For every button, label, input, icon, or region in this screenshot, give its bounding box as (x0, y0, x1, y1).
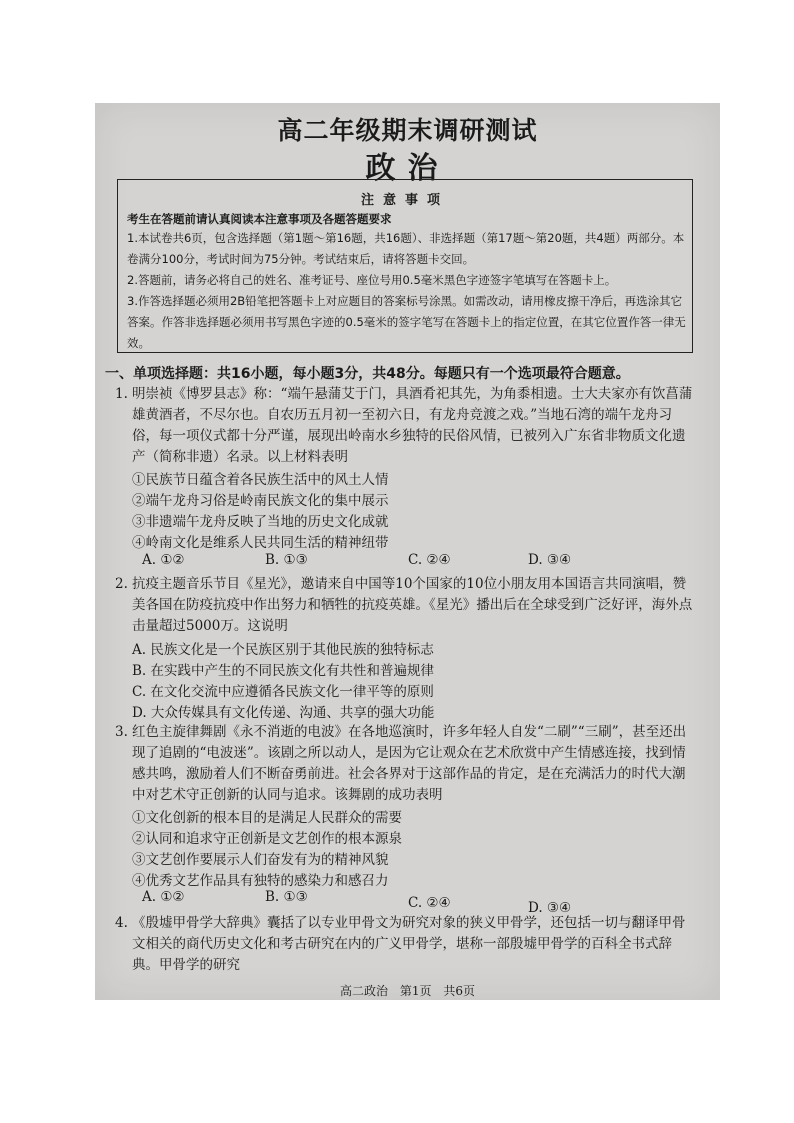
q1-statement-2: ②端午龙舟习俗是岭南民族文化的集中展示 (132, 493, 389, 509)
q3-answer-b: B. ①③ (265, 889, 308, 905)
question-4 (115, 913, 693, 976)
q1-statement-4: ④岭南文化是维系人民共同生活的精神纽带 (132, 535, 389, 551)
q3-statement-4: ④优秀文艺作品具有独特的感染力和感召力 (132, 873, 389, 889)
question-number: 4. (115, 915, 128, 931)
question-1 (115, 384, 693, 468)
question-2 (115, 574, 693, 637)
q3-statement-3: ③文艺创作要展示人们奋发有为的精神风貌 (132, 852, 389, 868)
question-stem: 抗疫主题音乐节目《星光》，邀请来自中国等10个国家的10位小朋友用本国语言共同演唱，赞美各国在防疫抗疫中作出努力和牺牲的抗疫英雄。《星光》播出后在全球受到广泛好评，海外点击量超过5000万。这说明 (132, 576, 693, 634)
q1-answer-b: B. ①③ (265, 552, 308, 568)
section-heading: 一、单项选择题：共16小题，每小题3分，共48分。每题只有一个选项最符合题意。 (105, 366, 630, 382)
q3-answer-c: C. ②④ (408, 895, 451, 911)
notice-intro: 考生在答题前请认真阅读本注意事项及各题答题要求 (127, 212, 392, 226)
q1-statement-3: ③非遗端午龙舟反映了当地的历史文化成就 (132, 514, 389, 530)
q1-statement-1: ①民族节日蕴含着各民族生活中的风土人情 (132, 472, 389, 488)
notice-item-2: 2.答题前，请务必将自己的姓名、准考证号、座位号用0.5毫米黑色字迹签字笔填写在答题卡上。 (127, 273, 617, 287)
question-number: 2. (115, 576, 128, 592)
notice-title: 注意事项 (360, 193, 449, 208)
question-stem: 红色主旋律舞剧《永不消逝的电波》在各地巡演时，许多年轻人自发“二刷”“三刷”，甚至还出现了追剧的“电波迷”。该剧之所以动人，是因为它让观众在艺术欣赏中产生情感连接，找到情感共鸣，激励着人们不断奋勇前进。社会各界对于这部作品的肯定，是在充满活力的时代大潮中对艺术守正创新的认同与追求。该舞剧的成功表明 (132, 724, 687, 803)
exam-paper (95, 103, 720, 1000)
exam-subject: 政治 (365, 151, 450, 186)
q2-option-b: B. 在实践中产生的不同民族文化有共性和普遍规律 (132, 663, 435, 679)
question-3 (115, 722, 693, 806)
q3-answer-a: A. ①② (142, 889, 185, 905)
notice-item-1: 1.本试卷共6页，包含选择题（第1题～第16题，共16题）、非选择题（第17题～第20题，共4题）两部分。本卷满分100分，考试时间为75分钟。考试结束后，请将答题卡交回。 (127, 231, 685, 266)
exam-title: 高二年级期末调研测试 (277, 116, 538, 145)
q3-statement-1: ①文化创新的根本目的是满足人民群众的需要 (132, 810, 402, 826)
page-footer (95, 982, 720, 999)
q3-statement-2: ②认同和追求守正创新是文艺创作的根本源泉 (132, 831, 402, 847)
question-stem: 《殷墟甲骨学大辞典》囊括了以专业甲骨文为研究对象的狭义甲骨学，还包括一切与翻译甲骨文相关的商代历史文化和考古研究在内的广义甲骨学，堪称一部殷墟甲骨学的百科全书式辞典。甲骨学的研究 (132, 915, 686, 973)
notice-box (117, 179, 693, 353)
q2-option-d: D. 大众传媒具有文化传递、沟通、共享的强大功能 (132, 705, 435, 721)
question-number: 1. (115, 386, 128, 402)
q3-answer-d: D. ③④ (528, 900, 572, 916)
q1-answer-d: D. ③④ (528, 552, 572, 568)
q2-option-c: C. 在文化交流中应遵循各民族文化一律平等的原则 (132, 684, 434, 700)
footer-page: 第1页 (399, 984, 432, 998)
question-stem: 明崇祯《博罗县志》称：“端午悬蒲艾于门，具酒肴祀其先，为角黍相遗。士大夫家亦有饮菖蒲雄黄酒者，不尽尔也。自农历五月初一至初六日，有龙舟竞渡之戏。”当地石湾的端午龙舟习俗，每一项仪式都十分严谨，展现出岭南水乡独特的民俗风情，已被列入广东省非物质文化遗产（简称非遗）名录。以上材料表明 (132, 386, 693, 465)
footer-course: 高二政治 (340, 984, 389, 998)
notice-item-3: 3.作答选择题必须用2B铅笔把答题卡上对应题目的答案标号涂黑。如需改动，请用橡皮擦干净后，再选涂其它答案。作答非选择题必须用书写黑色字迹的0.5毫米的签字笔写在答题卡上的指定位置，在其它位置作答一律无效。 (127, 294, 686, 350)
q2-option-a: A. 民族文化是一个民族区别于其他民族的独特标志 (132, 642, 434, 658)
question-number: 3. (115, 724, 128, 740)
q1-answer-a: A. ①② (142, 552, 185, 568)
footer-total: 共6页 (443, 984, 475, 998)
q1-answer-c: C. ②④ (408, 552, 451, 568)
